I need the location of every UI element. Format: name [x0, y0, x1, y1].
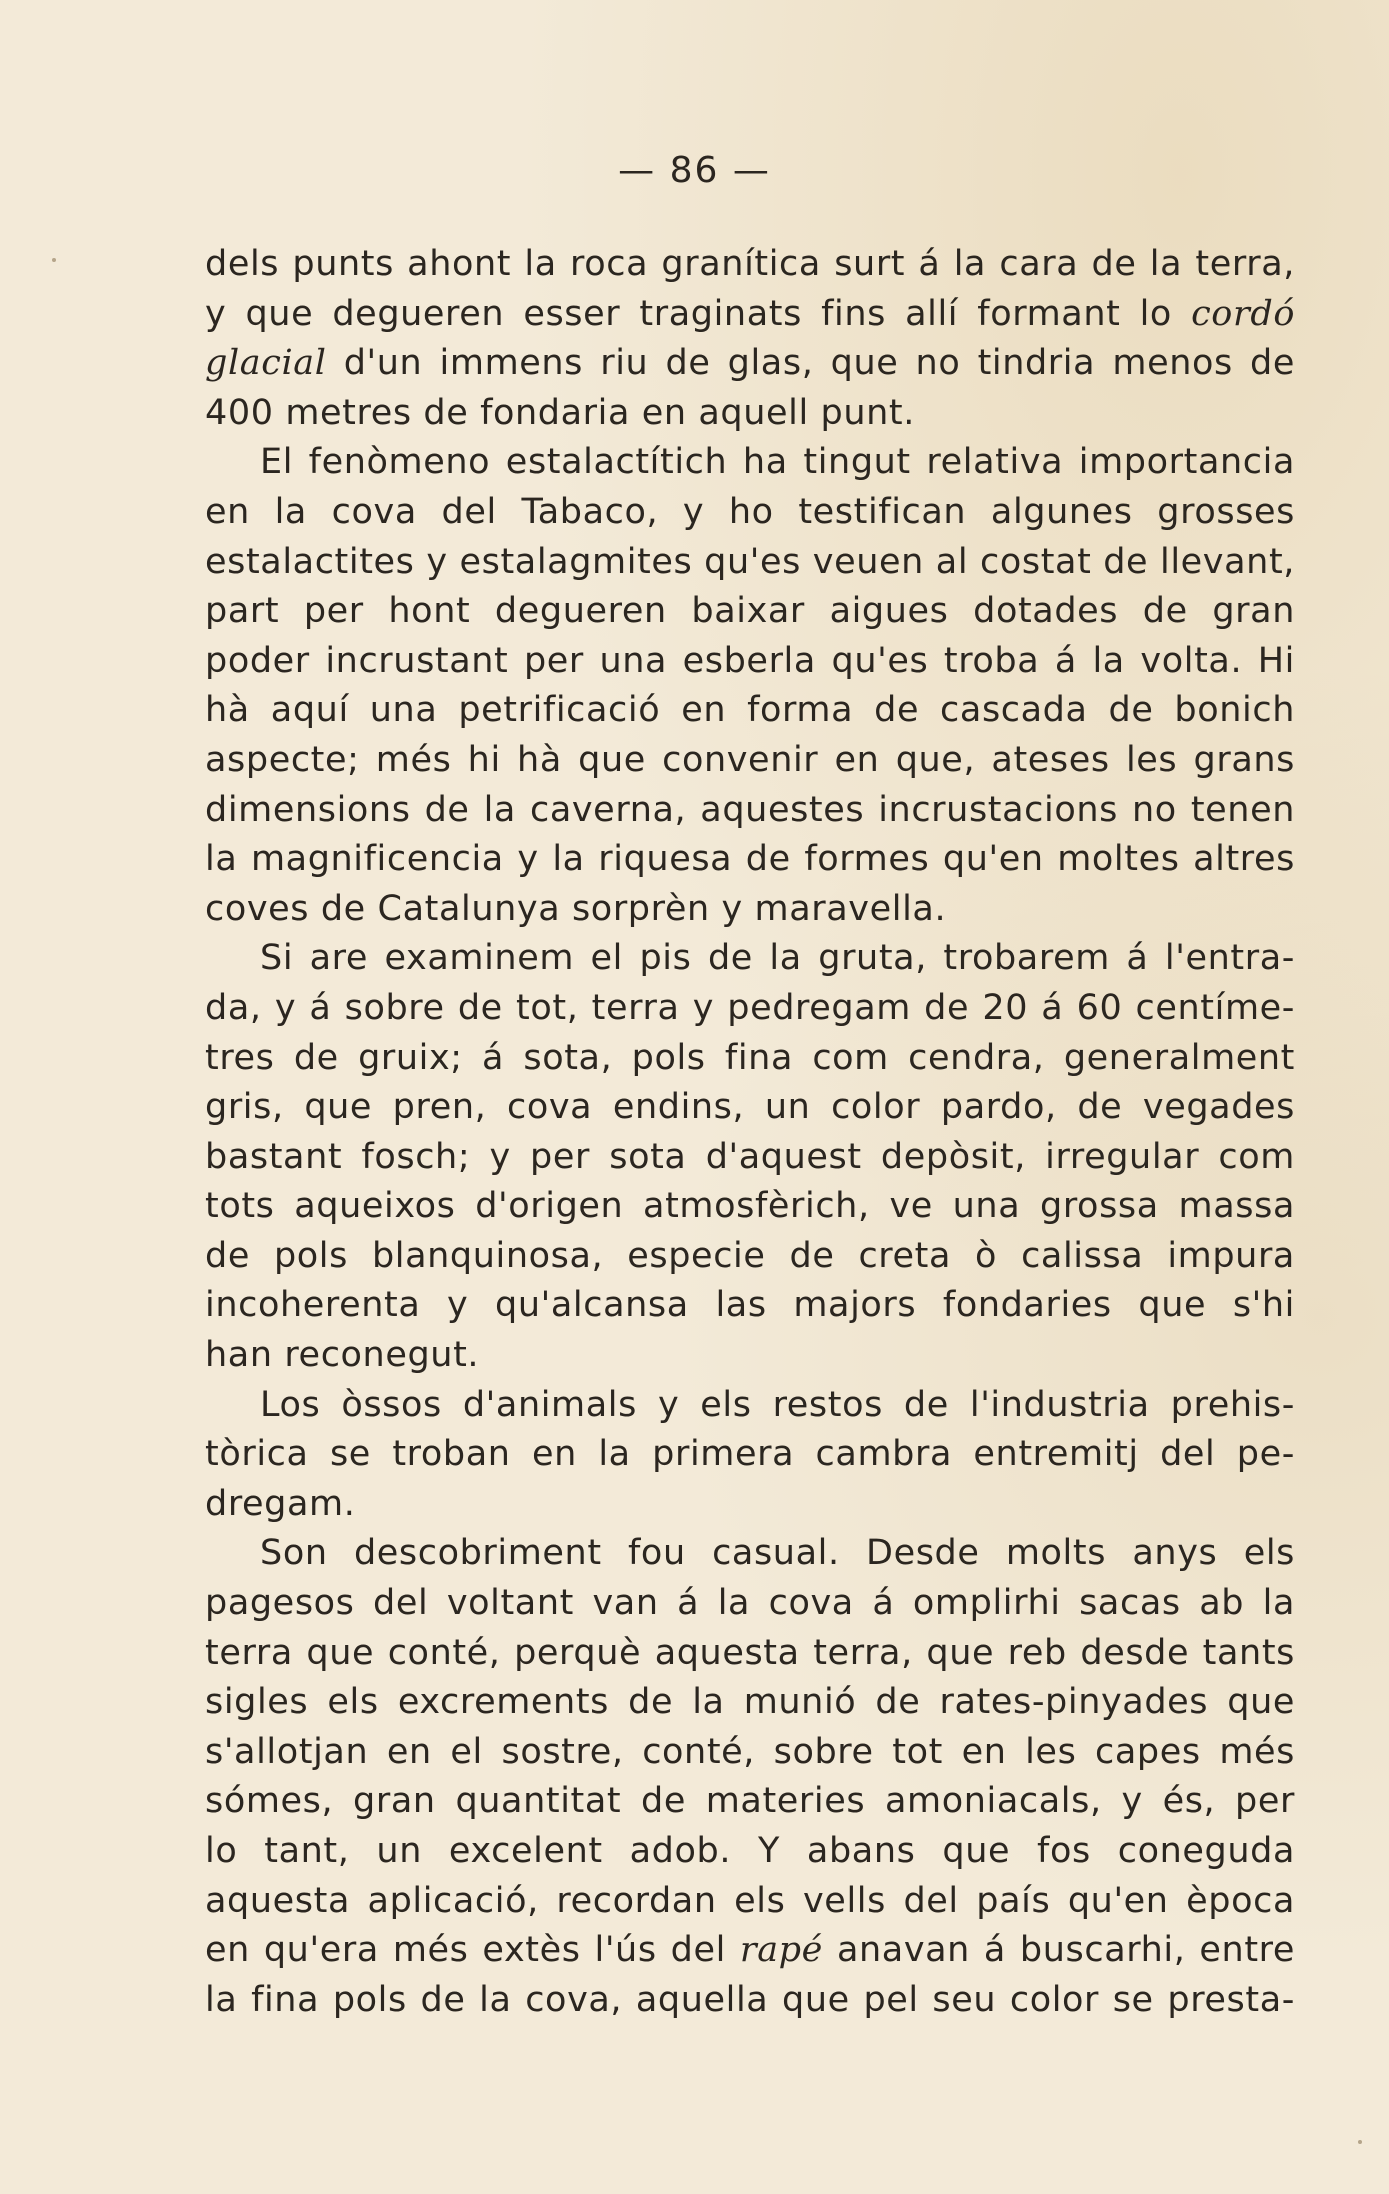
text-line: han reconegut. [205, 1335, 480, 1376]
text-line: Los òssos d'animals y els restos de l'industria prehis- [260, 1384, 1295, 1425]
text-line: hà aquí una petrificació en forma de cascada de bonich [205, 690, 1295, 731]
text-line: 400 metres de fondaria en aquell punt. [205, 392, 915, 433]
text-line: dimensions de la caverna, aquestes incrustacions no tenen [205, 789, 1295, 830]
text-line: incoherenta y qu'alcansa las majors fondaries que s'hi [205, 1285, 1295, 1326]
text-line: sigles els excrements de la munió de rates-pinyades que [205, 1682, 1295, 1723]
text-line: aquesta aplicació, recordan els vells del país qu'en època [205, 1880, 1295, 1921]
text-line: poder incrustant per una esberla qu'es troba á la volta. Hi [205, 640, 1295, 681]
text-line: bastant fosch; y per sota d'aquest depòsit, irregular com [205, 1136, 1295, 1177]
text-line: la fina pols de la cova, aquella que pel seu color se presta- [205, 1979, 1295, 2020]
text-line: part per hont degueren baixar aigues dotades de gran [205, 591, 1295, 632]
text-line: terra que conté, perquè aquesta terra, que reb desde tants [205, 1632, 1295, 1673]
text-line: Son descobriment fou casual. Desde molts anys els [260, 1533, 1295, 1574]
text-line: da, y á sobre de tot, terra y pedregam de 20 á 60 centíme- [205, 987, 1295, 1028]
text-line: dregam. [205, 1483, 356, 1524]
text-line: s'allotjan en el sostre, conté, sobre tot en les capes més [205, 1731, 1295, 1772]
text-line: aspecte; més hi hà que convenir en que, ateses les grans [205, 739, 1295, 780]
paper-speck [52, 258, 56, 262]
body-text [205, 240, 1295, 2025]
text-line: y que degueren esser traginats fins allí formant lo cordó [205, 293, 1295, 334]
text-line: El fenòmeno estalactítich ha tingut relativa importancia [260, 442, 1295, 483]
page-number: — 86 — [618, 150, 771, 191]
text-line: Si are examinem el pis de la gruta, trobarem á l'entra- [260, 938, 1295, 979]
paper-speck [1358, 2140, 1362, 2144]
text-line: de pols blanquinosa, especie de creta ò calissa impura [205, 1235, 1295, 1276]
text-line: en qu'era més extès l'ús del rapé anavan á buscarhi, entre [205, 1930, 1295, 1971]
text-line: estalactites y estalagmites qu'es veuen al costat de llevant, [205, 541, 1295, 582]
text-line: la magnificencia y la riquesa de formes qu'en moltes altres [205, 839, 1295, 880]
text-line: en la cova del Tabaco, y ho testifican algunes grosses [205, 491, 1295, 532]
text-line: tòrica se troban en la primera cambra entremitj del pe- [205, 1434, 1295, 1475]
text-line: tres de gruix; á sota, pols fina com cendra, generalment [205, 1037, 1295, 1078]
text-line: tots aqueixos d'origen atmosfèrich, ve una grossa massa [205, 1186, 1295, 1227]
text-line: sómes, gran quantitat de materies amoniacals, y és, per [205, 1781, 1295, 1822]
text-line: glacial d'un immens riu de glas, que no tindria menos de [205, 343, 1295, 384]
text-line: dels punts ahont la roca granítica surt á la cara de la terra, [205, 244, 1295, 284]
text-line: lo tant, un excelent adob. Y abans que fos coneguda [205, 1831, 1295, 1871]
text-line: pagesos del voltant van á la cova á omplirhi sacas ab la [205, 1583, 1295, 1624]
text-line: coves de Catalunya sorprèn y maravella. [205, 888, 947, 929]
text-line: gris, que pren, cova endins, un color pardo, de vegades [205, 1087, 1295, 1128]
